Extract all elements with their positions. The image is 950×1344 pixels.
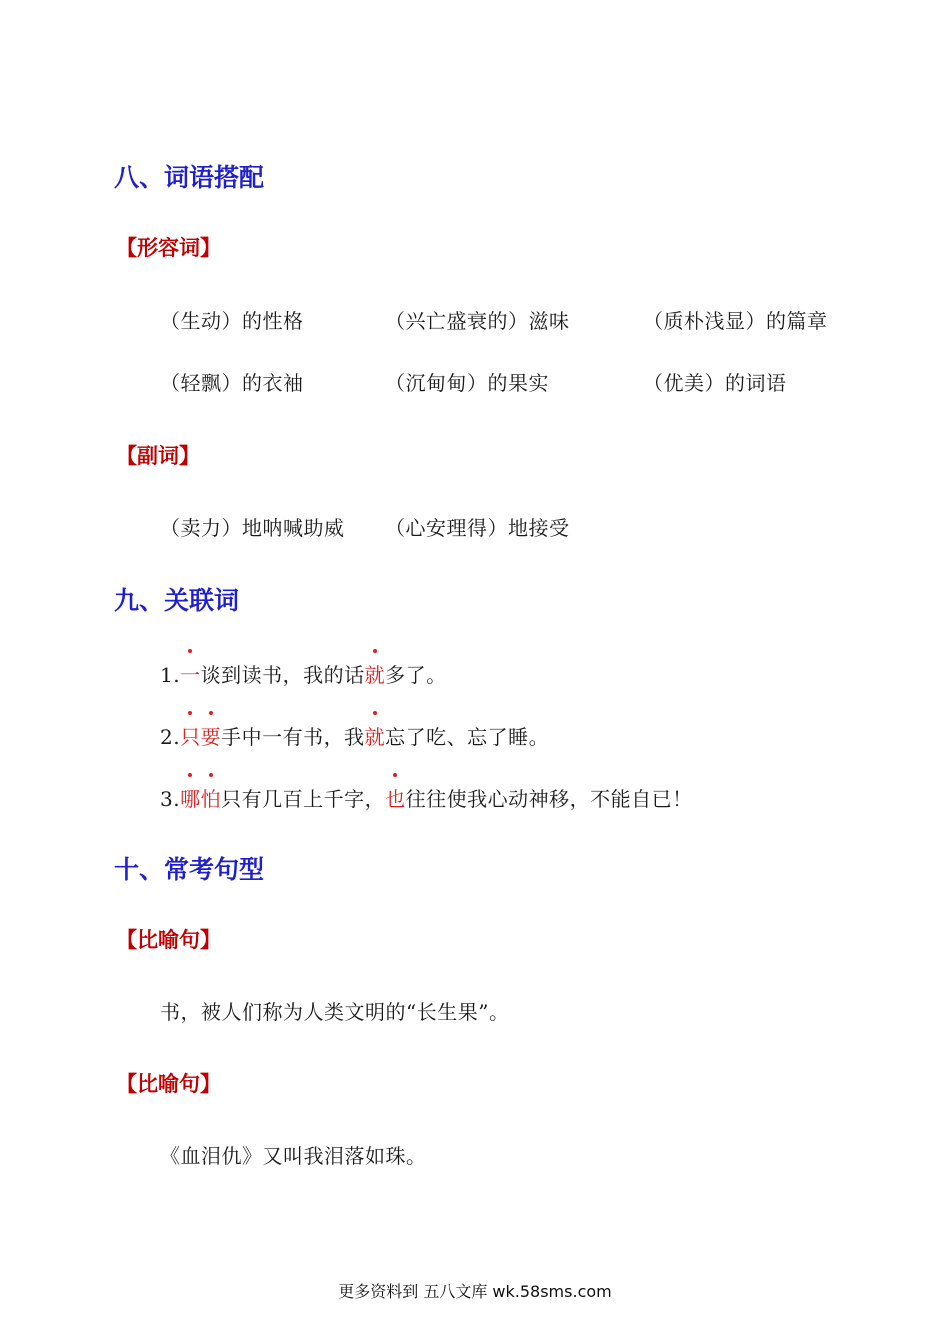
- keyword-emphasis: 哪怕: [180, 787, 221, 811]
- metaphor-label: 【比喻句】: [116, 1072, 221, 1096]
- emphasis-dot: [373, 649, 377, 653]
- section-9-heading: 九、关联词: [114, 586, 240, 615]
- emphasis-dot: [209, 773, 213, 777]
- emphasis-dot: [373, 711, 377, 715]
- adjectives-label: 【形容词】: [116, 236, 221, 260]
- metaphor-sentence: 书，被人们称为人类文明的“长生果”。: [160, 1000, 510, 1024]
- adverbs-label: 【副词】: [116, 444, 200, 468]
- adjective-phrase: （沉甸甸）的果实: [385, 371, 549, 395]
- emphasis-dot: [188, 711, 192, 715]
- adjective-phrase: （生动）的性格: [160, 309, 304, 333]
- emphasis-dot: [209, 711, 213, 715]
- emphasis-dot: [393, 773, 397, 777]
- sentence-text: 谈到读书，我的话: [200, 663, 365, 687]
- sentence-text: 多了。: [385, 663, 447, 687]
- conjunction-sentence-3: [160, 783, 693, 812]
- sentence-text: 忘了吃、忘了睡。: [385, 725, 550, 749]
- sentence-number: 2.: [160, 725, 181, 749]
- keyword-emphasis: 一: [180, 663, 201, 687]
- keyword-emphasis: 也: [385, 787, 406, 811]
- conjunction-sentence-2: [160, 721, 549, 750]
- emphasis-dot: [188, 773, 192, 777]
- adjective-phrase: （质朴浅显）的篇章: [643, 309, 828, 333]
- adverb-phrase: （心安理得）地接受: [385, 516, 570, 540]
- keyword-emphasis: 只要: [180, 725, 221, 749]
- conjunction-sentence-1: [160, 659, 447, 688]
- footer-source-text: 更多资料到 五八文库 wk.58sms.com: [338, 1282, 612, 1301]
- metaphor-label: 【比喻句】: [116, 928, 221, 952]
- section-10-heading: 十、常考句型: [114, 855, 265, 884]
- adverb-phrase: （卖力）地呐喊助威: [160, 516, 345, 540]
- sentence-text: 手中一有书，我: [221, 725, 365, 749]
- emphasis-dot: [188, 649, 192, 653]
- sentence-text: 往往使我心动神移，不能自已！: [405, 787, 693, 811]
- keyword-emphasis: 就: [365, 725, 386, 749]
- metaphor-sentence: 《血泪仇》又叫我泪落如珠。: [160, 1144, 427, 1168]
- keyword-emphasis: 就: [365, 663, 386, 687]
- section-8-heading: 八、词语搭配: [114, 163, 265, 192]
- adjective-phrase: （轻飘）的衣袖: [160, 371, 304, 395]
- adjective-phrase: （兴亡盛衰的）滋味: [385, 309, 570, 333]
- sentence-number: 3.: [160, 787, 181, 811]
- adjective-phrase: （优美）的词语: [643, 371, 787, 395]
- sentence-number: 1.: [160, 663, 181, 687]
- sentence-text: 只有几百上千字，: [221, 787, 386, 811]
